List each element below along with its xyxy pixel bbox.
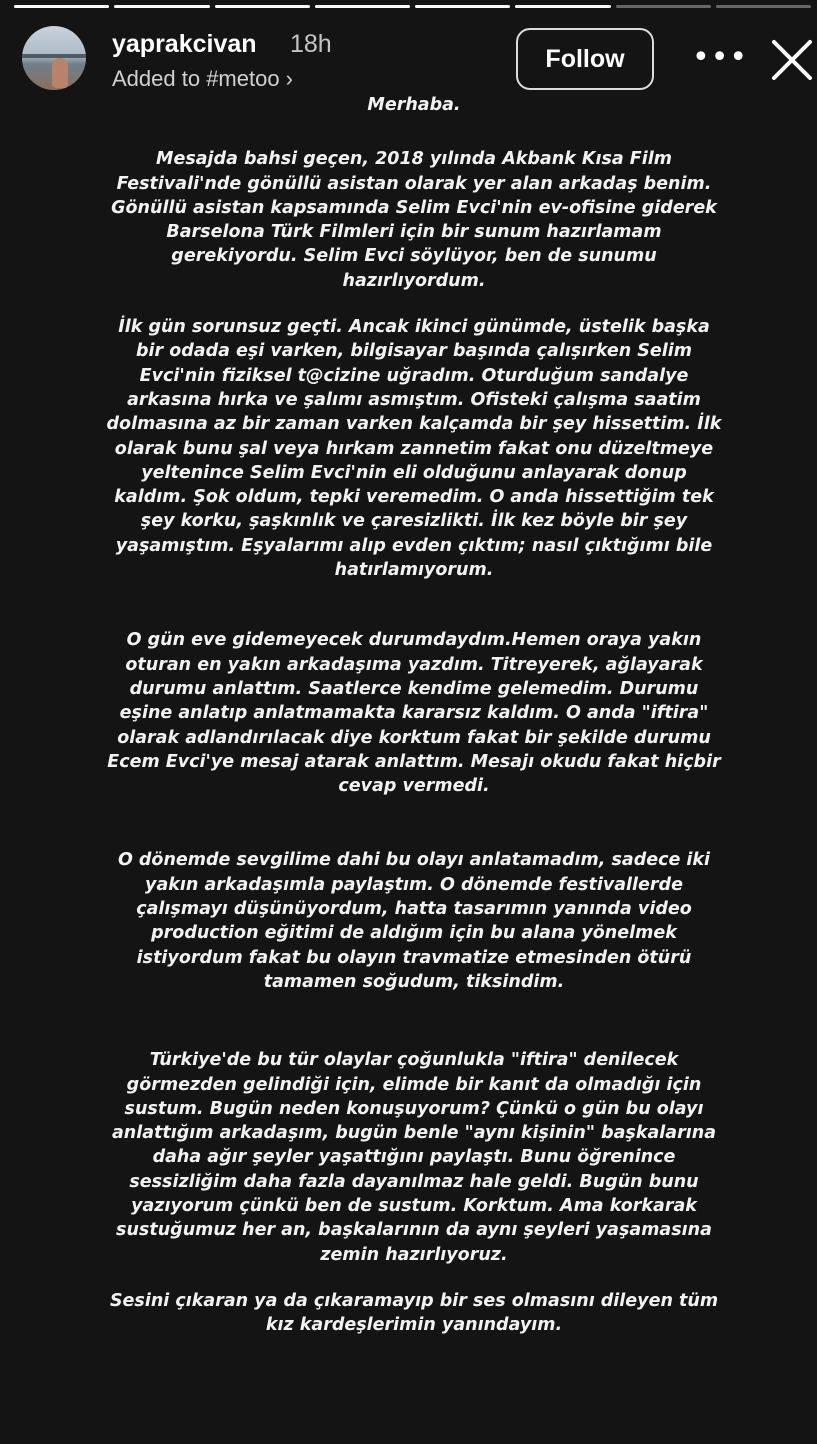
- story-progress-bar: [14, 5, 811, 8]
- post-time: 18h: [290, 30, 332, 58]
- paragraph-1: Mesajda bahsi geçen, 2018 yılında Akbank Kısa Film Festivali'nde gönüllü asistan olarak yer alan arkadaş benim. Gönüllü asistan kapsamında Selim Evci'nin ev-ofisine giderek Barselona Türk Filmleri için bir sunum hazırlamam gerekiyordu. Selim Evci söylüyor, ben de sunumu hazırlıyordum.: [111, 149, 717, 291]
- story-progress-segment: [415, 5, 510, 8]
- chevron-right-icon: ›: [285, 66, 293, 91]
- close-icon[interactable]: [770, 38, 814, 82]
- story-progress-segment: [114, 5, 209, 8]
- avatar-horizon: [22, 54, 86, 58]
- story-progress-segment: [14, 5, 109, 8]
- username[interactable]: yaprakcivan: [112, 30, 257, 58]
- story-progress-segment: [716, 5, 811, 8]
- added-to-label: Added to #metoo: [112, 66, 280, 91]
- greeting: Merhaba.: [367, 95, 461, 115]
- story-text: [104, 93, 724, 1337]
- more-icon[interactable]: •••: [692, 40, 749, 75]
- story-progress-segment: [315, 5, 410, 8]
- added-to-highlight[interactable]: [112, 66, 293, 92]
- avatar[interactable]: [22, 26, 86, 90]
- story-progress-segment: [616, 5, 711, 8]
- paragraph-2: İlk gün sorunsuz geçti. Ancak ikinci günümde, üstelik başka bir odada eşi varken, bilgisayar başında çalışırken Selim Evci'nin fiziksel t@cizine uğradım. Oturduğum sandalye arkasına hırka ve şalımı asmıştım. Ofisteki çalışma saatim dolmasına az bir zaman varken kalçamda bir şey hissettim. İlk olarak bunu şal veya hırkam zannetim fakat onu düzeltmeye yeltenince Selim Evci'nin eli olduğunu anlayarak donup kaldım. Şok oldum, tepki veremedim. O anda hissettiğim tek şey korku, şaşkınlık ve çaresizlikti. İlk kez böyle bir şey yaşamıştım. Eşyalarımı alıp evden çıktım; nasıl çıktığımı bile hatırlamıyorum.: [106, 317, 722, 581]
- paragraph-3: O gün eve gidemeyecek durumdaydım.Hemen oraya yakın oturan en yakın arkadaşıma yazdım. Titreyerek, ağlayarak durumu anlattım. Saatlerce kendime gelemedim. Durumu eşine anlatıp anlatmamakta kararsız kaldım. O anda "iftira" olarak adlandırılacak diye korktum fakat bir şekilde durumu Ecem Evci'ye mesaj atarak anlattım. Mesajı okudu fakat hiçbir cevap vermedi.: [107, 630, 721, 797]
- close-icon-svg: [770, 38, 814, 82]
- paragraph-4: O dönemde sevgilime dahi bu olayı anlatamadım, sadece iki yakın arkadaşımla paylaştım. O dönemde festivallerde çalışmayı düşünüyordum, hatta tasarımın yanında video production eğitimi de aldığım için bu alana yönelmek istiyordum fakat bu olayın travmatize etmesinden ötürü tamamen soğudum, tiksindim.: [117, 850, 711, 992]
- story-progress-segment: [215, 5, 310, 8]
- paragraph-5: Türkiye'de bu tür olaylar çoğunlukla "iftira" denilecek görmezden gelindiği için, elimde bir kanıt da olmadığı için sustum. Bugün neden konuşuyorum? Çünkü o gün bu olayı anlattığım arkadaşım, bugün benle "aynı kişinin" başkalarına daha ağır şeyler yaşattığını paylaştı. Bunu öğrenince sessizliğim daha fazla dayanılmaz hale geldi. Bugün bunu yazıyorum çünkü ben de sustum. Korktum. Ama korkarak sustuğumuz her an, başkalarının da aynı şeyleri yaşamasına zemin hazırlıyoruz.: [111, 1050, 717, 1265]
- paragraph-6: Sesini çıkaran ya da çıkaramayıp bir ses olmasını dileyen tüm kız kardeşlerimin yanındayım.: [109, 1290, 719, 1336]
- follow-button[interactable]: Follow: [516, 28, 654, 90]
- avatar-figure: [52, 58, 68, 88]
- story-header: [22, 26, 817, 96]
- story-progress-segment: [515, 5, 610, 8]
